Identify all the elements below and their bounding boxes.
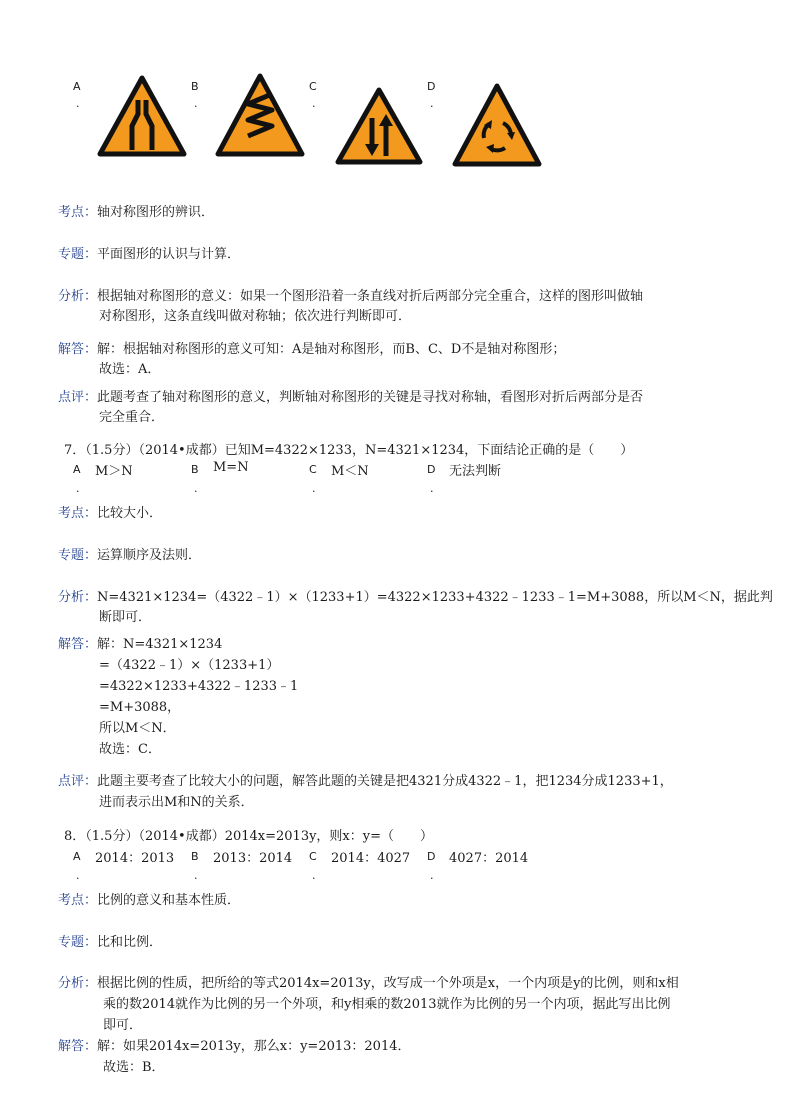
option-b-dot: . xyxy=(194,97,198,110)
q7-kaodian-row xyxy=(58,502,162,521)
jieda-label: 解答： xyxy=(58,637,98,652)
q7-dianping-row xyxy=(58,770,673,789)
q7-option-d-dot: . xyxy=(430,482,434,495)
q8-option-a-dot: . xyxy=(76,869,80,882)
q8-fenxi-line-2: 乘的数2014就作为比例的另一个外项，和y相乘的数2013就作为比例的另一个内项，据此写出比例 xyxy=(103,997,671,1012)
q7-jieda-line-1: 解：N=4321×1234 xyxy=(97,637,223,652)
q8-option-c-letter: C xyxy=(309,850,317,863)
kaodian-label: 考点： xyxy=(58,506,98,521)
jieda-label: 解答： xyxy=(58,1039,98,1054)
q7-jieda-line-6: 故选：C． xyxy=(99,742,161,757)
option-c-letter: C xyxy=(309,80,317,93)
q7-fenxi-line-2: 断即可． xyxy=(99,610,152,625)
q8-kaodian-row xyxy=(58,889,240,908)
q8-stem: 8．（1.5分）（2014•成都）2014x=2013y，则x：y=（ ） xyxy=(64,829,434,844)
q8-option-d-dot: . xyxy=(430,869,434,882)
option-d-dot: . xyxy=(430,97,434,110)
side-wind-sign-icon xyxy=(214,72,306,158)
option-d-letter: D xyxy=(427,80,436,93)
dianping-label: 点评： xyxy=(58,390,98,405)
q7-option-a-text: M＞N xyxy=(95,464,133,479)
kaodian-label: 考点： xyxy=(58,205,98,220)
option-a-letter: A xyxy=(73,80,81,93)
q6-kaodian-row xyxy=(58,201,214,220)
zhuanti-label: 专题： xyxy=(58,247,98,262)
q7-option-b-dot: . xyxy=(194,482,198,495)
q8-zhuanti-row xyxy=(58,931,162,950)
narrow-road-sign-icon xyxy=(96,74,188,158)
q7-jieda-row xyxy=(58,633,222,652)
q7-option-d-letter: D xyxy=(427,463,436,476)
q7-option-c-dot: . xyxy=(312,482,316,495)
q8-jieda-line-1: 解：如果2014x=2013y，那么x：y=2013：2014． xyxy=(97,1039,411,1054)
q7-option-a-letter: A xyxy=(73,463,81,476)
q6-fenxi-line-2: 对称图形，这条直线叫做对称轴；依次进行判断即可． xyxy=(99,309,412,324)
q7-option-b-text: M=N xyxy=(213,460,249,475)
two-way-traffic-sign-icon xyxy=(334,86,424,166)
kaodian-label: 考点： xyxy=(58,893,98,908)
fenxi-label: 分析： xyxy=(58,289,98,304)
option-b-letter: B xyxy=(191,80,199,93)
q7-jieda-line-4: =M+3088， xyxy=(99,700,181,715)
q6-zhuanti-text: 平面图形的认识与计算． xyxy=(97,247,241,262)
q8-zhuanti-text: 比和比例． xyxy=(97,935,163,950)
zhuanti-label: 专题： xyxy=(58,548,98,563)
q7-jieda-line-2: =（4322﹣1）×（1233+1） xyxy=(99,658,280,673)
q7-option-d-text: 无法判断 xyxy=(449,464,502,479)
q7-stem: 7．（1.5分）（2014•成都）已知M=4322×1233，N=4321×1234，下面结论正确的是（ ） xyxy=(64,443,634,458)
q6-dianping-line-2: 完全重合． xyxy=(99,410,165,425)
q6-fenxi-row xyxy=(58,285,643,304)
q7-fenxi-row xyxy=(58,586,773,605)
q6-dianping-line-1: 此题考查了轴对称图形的意义，判断轴对称图形的关键是寻找对称轴，看图形对折后两部分是否 xyxy=(97,390,644,405)
q7-dianping-line-1: 此题主要考查了比较大小的问题，解答此题的关键是把4321分成4322﹣1，把1234分成1233+1， xyxy=(97,774,673,789)
q7-zhuanti-row xyxy=(58,544,201,563)
q7-option-c-letter: C xyxy=(309,463,317,476)
q7-fenxi-line-1: N=4321×1234=（4322﹣1）×（1233+1）=4322×1233+4322﹣1233﹣1=M+3088，所以M＜N，据此判 xyxy=(97,590,773,605)
option-c-dot: . xyxy=(312,97,316,110)
q7-dianping-line-2: 进而表示出M和N的关系． xyxy=(99,795,254,810)
q8-fenxi-row xyxy=(58,972,679,991)
option-a-dot: . xyxy=(76,97,80,110)
q8-fenxi-line-1: 根据比例的性质，把所给的等式2014x=2013y，改写成一个外项是x，一个内项是y的比例，则和x相 xyxy=(97,976,679,991)
fenxi-label: 分析： xyxy=(58,976,98,991)
q7-jieda-line-5: 所以M＜N． xyxy=(99,721,176,736)
q7-option-a-dot: . xyxy=(76,482,80,495)
q6-jieda-row xyxy=(58,338,565,357)
q8-option-d-letter: D xyxy=(427,850,436,863)
q6-fenxi-line-1: 根据轴对称图形的意义：如果一个图形沿着一条直线对折后两部分完全重合，这样的图形叫做轴 xyxy=(97,289,644,304)
q7-kaodian-text: 比较大小． xyxy=(97,506,163,521)
q8-option-b-dot: . xyxy=(194,869,198,882)
q8-jieda-row xyxy=(58,1035,411,1054)
fenxi-label: 分析： xyxy=(58,590,98,605)
q8-option-b-text: 2013：2014 xyxy=(213,851,293,866)
q7-jieda-line-3: =4322×1233+4322﹣1233﹣1 xyxy=(99,679,299,694)
q7-option-b-letter: B xyxy=(191,463,199,476)
q8-option-b-letter: B xyxy=(191,850,199,863)
q6-jieda-line-2: 故选：A． xyxy=(99,362,161,377)
q6-kaodian-text: 轴对称图形的辨识． xyxy=(97,205,215,220)
dianping-label: 点评： xyxy=(58,774,98,789)
q8-kaodian-text: 比例的意义和基本性质． xyxy=(97,893,241,908)
q6-dianping-row xyxy=(58,386,643,405)
q8-option-a-letter: A xyxy=(73,850,81,863)
q8-option-a-text: 2014：2013 xyxy=(95,851,175,866)
jieda-label: 解答： xyxy=(58,342,98,357)
q8-option-c-dot: . xyxy=(312,869,316,882)
q7-zhuanti-text: 运算顺序及法则． xyxy=(97,548,202,563)
roundabout-sign-icon xyxy=(451,82,543,168)
q6-jieda-line-1: 解：根据轴对称图形的意义可知：A是轴对称图形，而B、C、D不是轴对称图形； xyxy=(97,342,566,357)
q8-option-d-text: 4027：2014 xyxy=(449,851,529,866)
q6-zhuanti-row xyxy=(58,243,240,262)
q8-fenxi-line-3: 即可． xyxy=(103,1018,143,1033)
q8-option-c-text: 2014：4027 xyxy=(331,851,411,866)
q8-jieda-line-2: 故选：B． xyxy=(103,1060,165,1075)
q7-option-c-text: M＜N xyxy=(331,464,369,479)
zhuanti-label: 专题： xyxy=(58,935,98,950)
